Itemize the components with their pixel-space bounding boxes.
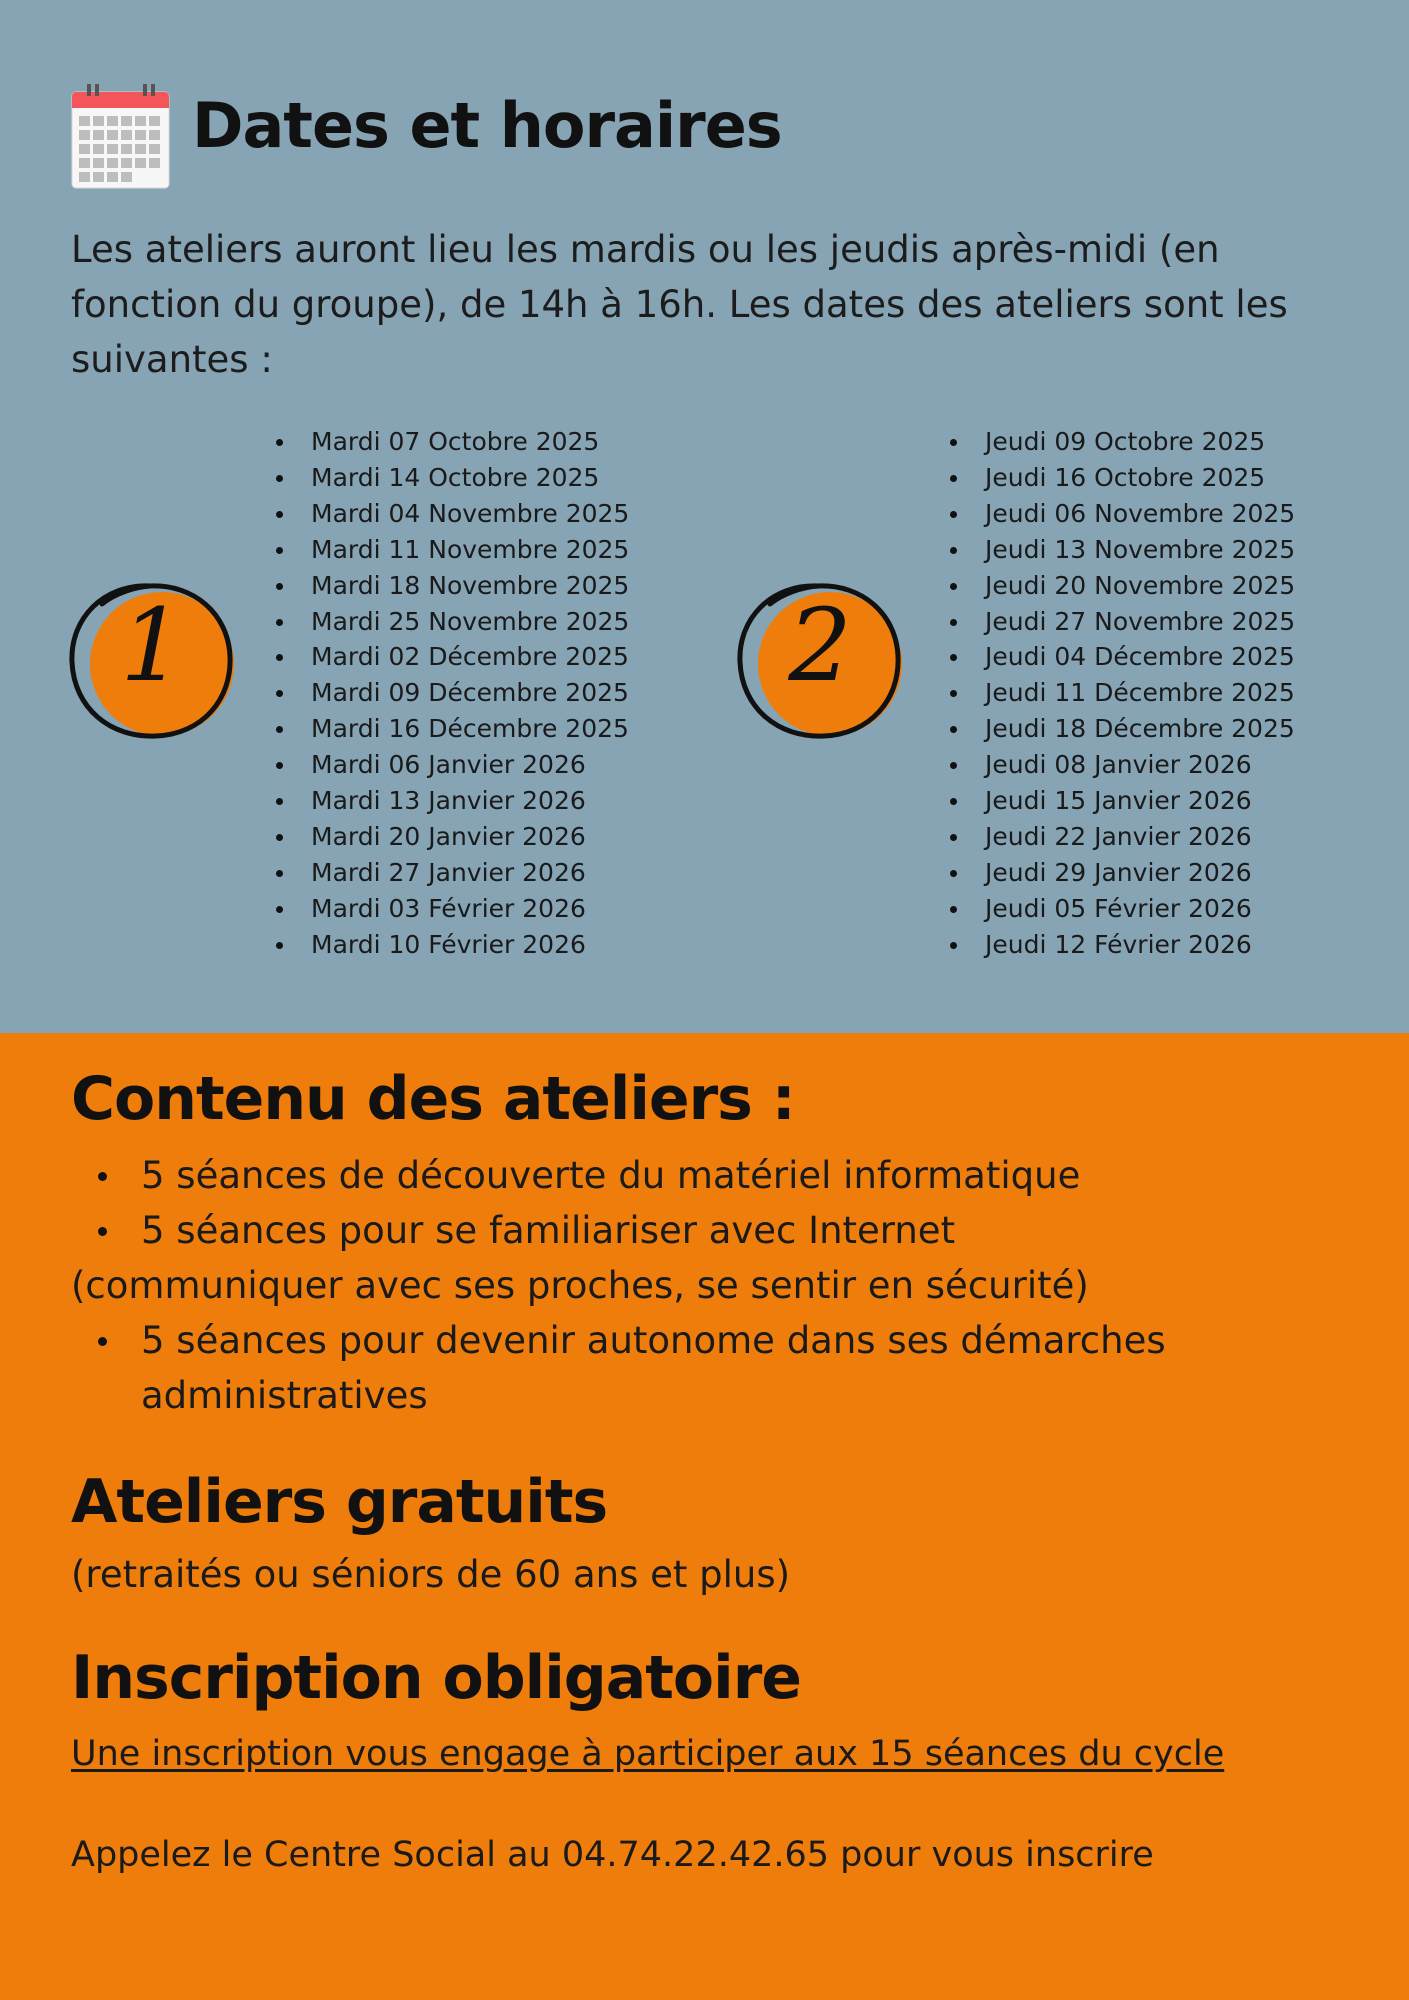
date-item: Mardi 02 Décembre 2025	[271, 639, 629, 675]
date-item: Mardi 11 Novembre 2025	[271, 532, 629, 568]
free-title: Ateliers gratuits	[71, 1467, 608, 1537]
date-item: Mardi 27 Janvier 2026	[271, 855, 629, 891]
registration-title: Inscription obligatoire	[71, 1643, 801, 1713]
date-item: Mardi 10 Février 2026	[271, 927, 629, 963]
date-item: Jeudi 11 Décembre 2025	[945, 675, 1295, 711]
date-item: Jeudi 16 Octobre 2025	[945, 460, 1295, 496]
calendar-icon	[71, 82, 170, 190]
date-item: Jeudi 09 Octobre 2025	[945, 424, 1295, 460]
free-subtitle: (retraités ou séniors de 60 ans et plus)	[71, 1553, 791, 1596]
date-item: Mardi 16 Décembre 2025	[271, 711, 629, 747]
date-item: Mardi 03 Février 2026	[271, 891, 629, 927]
group-1-date-list	[271, 424, 629, 963]
group-2-number: 2	[788, 587, 852, 704]
group-1-badge	[64, 572, 244, 752]
date-item: Jeudi 06 Novembre 2025	[945, 496, 1295, 532]
content-item: 5 séances pour se familiariser avec Internet	[71, 1203, 1371, 1258]
date-item: Jeudi 08 Janvier 2026	[945, 747, 1295, 783]
date-item: Mardi 07 Octobre 2025	[271, 424, 629, 460]
group-1-number: 1	[120, 587, 184, 704]
date-item: Jeudi 04 Décembre 2025	[945, 639, 1295, 675]
date-item: Jeudi 12 Février 2026	[945, 927, 1295, 963]
group-2-badge	[732, 572, 912, 752]
date-item: Jeudi 20 Novembre 2025	[945, 568, 1295, 604]
dates-title: Dates et horaires	[192, 89, 782, 162]
date-item: Mardi 04 Novembre 2025	[271, 496, 629, 532]
date-item: Jeudi 18 Décembre 2025	[945, 711, 1295, 747]
date-item: Mardi 06 Janvier 2026	[271, 747, 629, 783]
date-item: Mardi 13 Janvier 2026	[271, 783, 629, 819]
content-item: 5 séances pour devenir autonome dans ses démarches administratives	[71, 1313, 1371, 1423]
content-item-continuation: (communiquer avec ses proches, se sentir en sécurité)	[71, 1264, 1089, 1307]
content-title: Contenu des ateliers :	[71, 1064, 795, 1134]
group-2-date-list	[945, 424, 1295, 963]
registration-call-to-action: Appelez le Centre Social au 04.74.22.42.65 pour vous inscrire	[71, 1835, 1154, 1875]
date-item: Jeudi 05 Février 2026	[945, 891, 1295, 927]
date-item: Jeudi 29 Janvier 2026	[945, 855, 1295, 891]
date-item: Mardi 20 Janvier 2026	[271, 819, 629, 855]
date-item: Jeudi 22 Janvier 2026	[945, 819, 1295, 855]
date-item: Mardi 14 Octobre 2025	[271, 460, 629, 496]
content-list	[71, 1148, 1371, 1423]
date-item: Jeudi 27 Novembre 2025	[945, 604, 1295, 640]
date-item: Mardi 25 Novembre 2025	[271, 604, 629, 640]
date-item: Mardi 09 Décembre 2025	[271, 675, 629, 711]
content-item: 5 séances de découverte du matériel informatique	[71, 1148, 1371, 1203]
date-item: Jeudi 13 Novembre 2025	[945, 532, 1295, 568]
date-item: Mardi 18 Novembre 2025	[271, 568, 629, 604]
registration-commitment: Une inscription vous engage à participer aux 15 séances du cycle	[71, 1734, 1225, 1774]
date-item: Jeudi 15 Janvier 2026	[945, 783, 1295, 819]
dates-intro: Les ateliers auront lieu les mardis ou les jeudis après-midi (en fonction du groupe), de 14h à 16h. Les dates des ateliers sont les suivantes :	[71, 228, 1288, 381]
